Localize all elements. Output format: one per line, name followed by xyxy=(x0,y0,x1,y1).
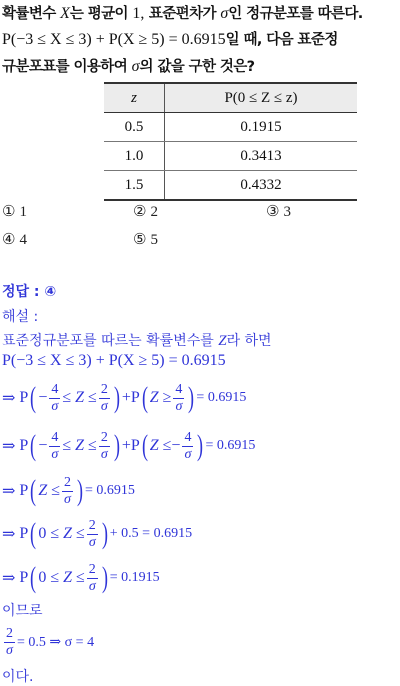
final-result: = 0.5 ⇒ σ = 4 xyxy=(17,634,95,650)
table-cell: 0.4332 xyxy=(165,171,358,201)
sigma-symbol: σ xyxy=(131,58,140,75)
option-value: 5 xyxy=(150,232,158,248)
solution-text: 표준정규분포를 따르는 확률변수를 xyxy=(2,333,214,349)
implies-arrow: ⇒ xyxy=(2,438,16,455)
table-cell: 0.1915 xyxy=(165,113,358,142)
table-cell: 0.5 xyxy=(104,113,165,142)
solution-equation-2: ⇒ P ( − $\frac{4}{\sigma}$ ≤ Z ≤ $\frac{2}{\sigma}$ ) +P ( Z ≤− $\frac{4}{\sigma}$ ) = 0.6915 xyxy=(2,429,256,462)
equation-result: = 0.1915 xyxy=(109,570,160,585)
equation-result: + 0.5 = 0.6915 xyxy=(109,526,193,541)
option-mark: ③ xyxy=(266,202,280,220)
sigma-symbol: σ xyxy=(220,5,229,22)
table-header-probability: P(0 ≤ Z ≤ z) xyxy=(165,83,358,113)
solution-text: 라 하면 xyxy=(226,333,272,349)
option-mark: ④ xyxy=(2,230,16,248)
solution-heading: 해설 : xyxy=(2,309,39,325)
table-row xyxy=(104,142,357,171)
question-line-1 xyxy=(2,2,363,23)
answer-label: 정답 : xyxy=(2,284,40,300)
solution-equation-1: ⇒ P ( − $\frac{4}{\sigma}$ ≤ Z ≤ $\frac{2}{\sigma}$ ) +P ( Z ≥ $\frac{4}{\sigma}$ ) = 0.6915 xyxy=(2,381,247,414)
option-3[interactable] xyxy=(266,202,291,221)
option-value: 4 xyxy=(19,232,27,248)
question-text: 는 평균이 xyxy=(69,6,128,22)
implies-arrow: ⇒ xyxy=(2,483,16,500)
question-text: 규분포표를 이용하여 xyxy=(2,59,128,75)
answer-line xyxy=(2,281,56,301)
question-text: 의 값을 구한 것은? xyxy=(139,59,255,75)
variable-x: X xyxy=(60,5,70,22)
table-header-z: z xyxy=(104,83,165,113)
equation-result: = 0.6915 xyxy=(196,390,247,405)
table-row xyxy=(104,171,357,201)
question-text: 확률변수 xyxy=(2,6,56,22)
option-value: 1 xyxy=(19,204,27,220)
answer-value: ④ xyxy=(44,284,57,300)
question-text: 인 정규분포를 따른다. xyxy=(228,6,363,22)
table-cell: 0.3413 xyxy=(165,142,358,171)
option-mark: ⑤ xyxy=(133,230,147,248)
mean-value: 1, xyxy=(132,5,145,22)
implies-arrow: ⇒ xyxy=(2,570,16,587)
question-text: 표준편차가 xyxy=(148,6,216,22)
solution-final-equation: $\frac{2}{\sigma}$ = 0.5 ⇒ σ = 4 xyxy=(6,625,95,658)
table-row xyxy=(104,113,357,142)
solution-equation-3: ⇒ P ( Z ≤ $\frac{2}{\sigma}$ ) = 0.6915 xyxy=(2,474,135,507)
table-cell: 1.5 xyxy=(104,171,165,201)
solution-intro xyxy=(2,330,272,350)
equation-result: = 0.6915 xyxy=(85,483,135,498)
option-2[interactable] xyxy=(133,202,158,221)
option-5[interactable] xyxy=(133,230,158,249)
implies-arrow: ⇒ xyxy=(2,526,16,543)
solution-therefore: 이므로 xyxy=(2,603,43,619)
table-cell: 1.0 xyxy=(104,142,165,171)
table-header-row xyxy=(104,83,357,113)
solution-equation-4: ⇒ P ( 0 ≤ Z ≤ $\frac{2}{\sigma}$ ) + 0.5 = 0.6915 xyxy=(2,517,193,550)
equation-result: = 0.6915 xyxy=(205,438,256,453)
variable-z: Z xyxy=(218,333,227,349)
normal-distribution-table xyxy=(104,82,357,201)
option-mark: ① xyxy=(2,202,16,220)
question-text: 일 때, 다음 표준정 xyxy=(225,32,338,48)
solution-closing: 이다. xyxy=(2,669,34,685)
question-line-2 xyxy=(2,28,338,49)
option-value: 3 xyxy=(283,204,291,220)
solution-equation-5: ⇒ P ( 0 ≤ Z ≤ $\frac{2}{\sigma}$ ) = 0.1915 xyxy=(2,561,160,594)
option-1[interactable] xyxy=(2,202,27,221)
option-4[interactable] xyxy=(2,230,27,249)
question-expression: P(−3 ≤ X ≤ 3) + P(X ≥ 5) = 0.6915 xyxy=(2,31,226,48)
solution-equation-0: P(−3 ≤ X ≤ 3) + P(X ≥ 5) = 0.6915 xyxy=(2,352,226,369)
option-value: 2 xyxy=(150,204,158,220)
option-mark: ② xyxy=(133,202,147,220)
question-line-3 xyxy=(2,55,254,76)
implies-arrow: ⇒ xyxy=(2,390,16,407)
